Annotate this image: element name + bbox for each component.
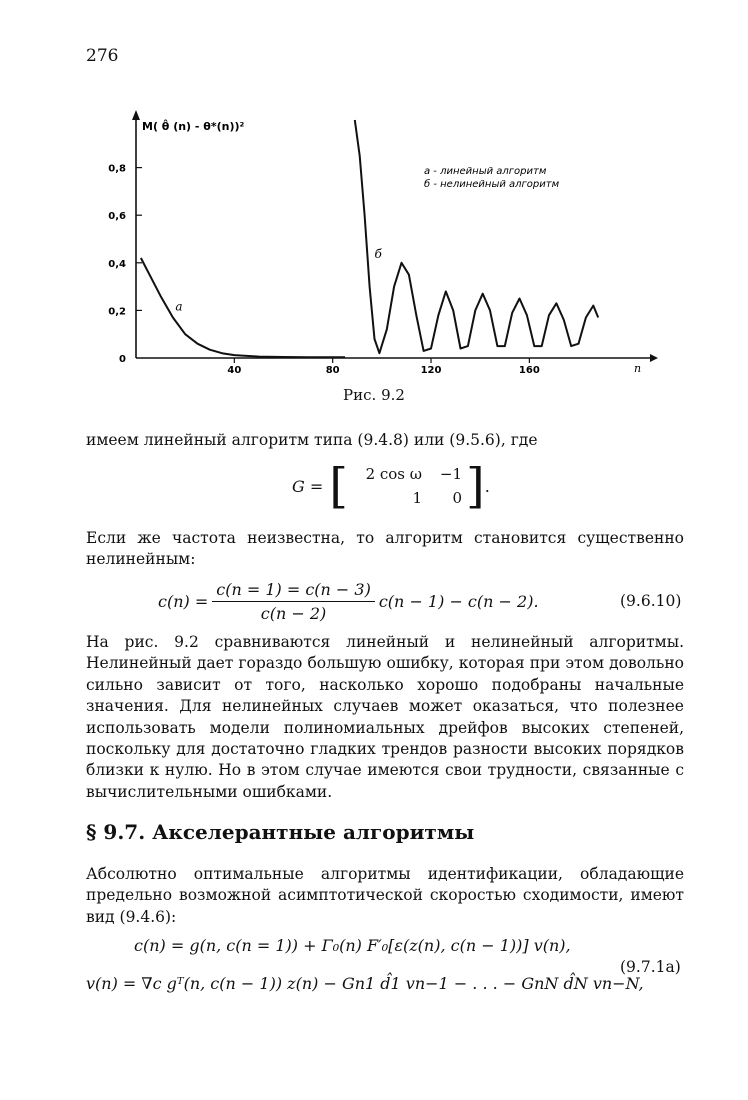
matrix-lhs: G = [292, 476, 324, 496]
eq1-number: (9.6.10) [620, 592, 682, 610]
eq1-lhs: c(n) = [158, 592, 209, 611]
equation-line-2: v(n) = ∇c gᵀ(n, c(n − 1)) z(n) − Gn1 d̂1 vn−1 − . . . − GnN d̂N vn−N, [86, 974, 644, 993]
y-tick-label: 0,2 [108, 306, 126, 318]
x-tick-label: 40 [227, 365, 242, 376]
y-tick-label: 0,6 [108, 211, 126, 223]
eq1-fraction [212, 580, 375, 623]
matrix-period: . [484, 476, 490, 496]
eq1-denominator: c(n − 2) [260, 604, 327, 623]
y-tick-label: 0 [119, 354, 126, 365]
y-tick-label: 0,8 [108, 163, 126, 175]
right-bracket: ] [466, 458, 485, 514]
figure-caption: Рис. 9.2 [343, 386, 405, 404]
left-bracket: [ [329, 458, 349, 514]
paragraph-nonlinear: Если же частота неизвестна, то алгоритм становится существенно нелинейным: [86, 529, 684, 569]
curve-label-b: б [374, 247, 382, 262]
figure-chart [0, 0, 748, 380]
legend-entry: б - нелинейный алгоритм [424, 179, 560, 190]
equation-9-6-10 [158, 580, 539, 623]
x-tick-label: 80 [325, 365, 340, 376]
eq1-numerator: c(n = 1) = c(n − 3) [212, 580, 375, 602]
legend-entry: а - линейный алгоритм [424, 166, 547, 177]
section-heading: § 9.7. Акселерантные алгоритмы [86, 820, 475, 844]
eq2-number: (9.7.1a) [620, 958, 681, 976]
paragraph-intro: имеем линейный алгоритм типа (9.4.8) или (9.5.6), где [86, 431, 538, 449]
matrix-cell: 2 cos ω [365, 465, 423, 483]
matrix-body [352, 465, 462, 507]
y-axis-label: M( θ̂ (n) - θ*(n))² [142, 120, 245, 133]
curve-label-a: а [175, 299, 183, 314]
y-tick-label: 0,4 [108, 258, 126, 270]
paragraph-optimal: Абсолютно оптимальные алгоритмы идентификации, обладающие предельно возможной асимптотической скоростью сходимости, имеют вид (9.4.6): [86, 865, 684, 926]
matrix-cell: −1 [439, 465, 463, 483]
matrix-equation [292, 458, 490, 514]
matrix-cell: 0 [452, 489, 463, 507]
x-axis-arrow [650, 354, 658, 362]
page-number: 276 [86, 46, 119, 66]
series-line-б [355, 120, 598, 353]
paragraph-comparison: На рис. 9.2 сравниваются линейный и нелинейный алгоритмы. Нелинейный дает гораздо большую ошибку, которая при этом довольно сильно зависит от того, насколько хорошо подобраны начальные значения. Для нелинейных случаев может оказаться, что полезнее использовать модели полиномиальных дрейфов высоких степеней, поскольку для достаточно гладких трендов разности высоких порядков близки к нулю. Но в этом случае имеются свои трудности, связанные с вычислительными ошибками. [86, 633, 684, 801]
x-tick-label: 160 [518, 365, 540, 376]
matrix-cell: 1 [412, 489, 423, 507]
equation-line-1: c(n) = g(n, c(n = 1)) + Γ₀(n) F′₀[ε(z(n), c(n − 1))] v(n), [134, 936, 571, 955]
x-tick-label: 120 [420, 365, 442, 376]
series-line-а [141, 258, 345, 357]
eq1-rhs: c(n − 1) − c(n − 2). [378, 592, 539, 611]
y-axis-arrow [132, 110, 140, 120]
x-axis-label: n [634, 362, 642, 375]
